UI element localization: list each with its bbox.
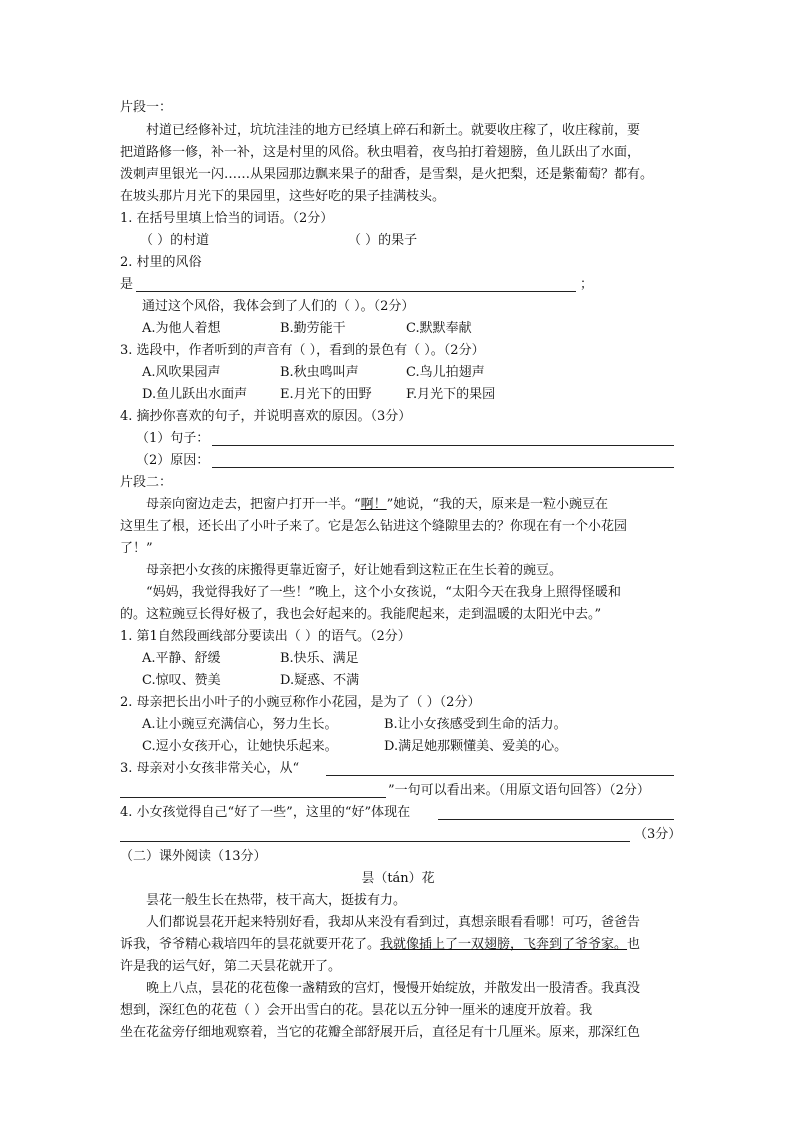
passage-line: 母亲把小女孩的床搬得更靠近窗子，好让她看到这粒正在生长着的豌豆。 — [146, 563, 563, 578]
passage-line: 的。这粒豌豆长得好极了，我也会好起来的。我能爬起来，走到温暖的太阳光中去。” — [120, 607, 602, 622]
passage-line: 把道路修一修，补一补，这是村里的风俗。秋虫唱着，夜鸟拍打着翅膀，鱼儿跃出了水面， — [120, 145, 641, 160]
q4-reason-label: （2）原因： — [136, 453, 210, 468]
q3-option-a[interactable]: A.风吹果园声 — [142, 365, 221, 380]
question-1: 1. 在括号里填上恰当的词语。（2分） — [120, 211, 334, 226]
passage-line: 在坡头那片月光下的果园里，这些好吃的果子挂满枝头。 — [120, 189, 446, 204]
s2-q4-line-b[interactable] — [120, 841, 630, 842]
s2-q3-line-b[interactable] — [120, 797, 386, 798]
q4-sentence-line[interactable] — [212, 445, 674, 446]
s2-q3-tail: ”一句可以看出来。（用原文语句回答）（2分） — [388, 783, 650, 798]
passage-line: 村道已经修补过，坑坑洼洼的地方已经填上碎石和新土。就要收庄稼了，收庄稼前，要 — [146, 123, 641, 138]
underlined-phrase: 啊！ — [360, 497, 387, 512]
passage-line: 想到，深红色的花苞（ ）会开出雪白的花。昙花以五分钟一厘米的速度开放着。我 — [120, 1003, 593, 1018]
q2-option-a[interactable]: A.为他人着想 — [142, 321, 221, 336]
s2-q1-option-c[interactable]: C.惊叹、赞美 — [142, 673, 221, 688]
q2-sub: 通过这个风俗，我体会到了人们的（ ）。（2分） — [142, 299, 415, 314]
q3-option-d[interactable]: D.鱼儿跃出水面声 — [142, 387, 248, 402]
s2-q2-option-d[interactable]: D.满足她那颗懂美、爱美的心。 — [384, 739, 568, 754]
article-title: 昙（tán）花 — [361, 871, 435, 886]
question-4: 4. 摘抄你喜欢的句子，并说明喜欢的原因。（3分） — [120, 409, 412, 424]
s2-q2-option-b[interactable]: B.让小女孩感受到生命的活力。 — [384, 717, 567, 732]
section2-heading: 片段二： — [120, 475, 173, 490]
passage-line: 泼刺声里银光一闪……从果园那边飘来果子的甜香，是雪梨，是火把梨，还是紫葡萄？都有。 — [120, 167, 654, 182]
passage-line: 昙花一般生长在热带，枝干高大，挺拔有力。 — [146, 893, 407, 908]
passage-line: 这里生了根，还长出了小叶子来了。它是怎么钻进这个缝隙里去的？你现在有一个小花园 — [120, 519, 628, 534]
question-3: 3. 选段中，作者听到的声音有（ ），看到的景色有（ ）。（2分） — [120, 343, 485, 358]
underlined-sentence: 我就像插上了一双翅膀，飞奔到了爷爷家。 — [380, 937, 628, 952]
s2-question-1: 1. 第1自然段画线部分要读出（ ）的语气。（2分） — [120, 629, 411, 644]
s2-q3-line-a[interactable] — [326, 775, 674, 776]
q3-option-e[interactable]: E.月光下的田野 — [280, 387, 372, 402]
passage-line: 许是我的运气好，第二天昙花就开了。 — [120, 959, 342, 974]
s2-question-3: 3. 母亲对小女孩非常关心，从“ — [120, 761, 300, 776]
passage-line: 坐在花盆旁仔细地观察着，当它的花瓣全部舒展开后，直径足有十几厘米。原来，那深红色 — [120, 1025, 641, 1040]
q2-answer-line[interactable] — [136, 291, 576, 292]
q1-blank-b: （ ）的果子 — [348, 233, 418, 248]
section3-heading: （二）课外阅读（13分） — [120, 849, 267, 864]
s2-q2-option-a[interactable]: A.让小豌豆充满信心，努力生长。 — [142, 717, 338, 732]
s2-question-2: 2. 母亲把长出小叶子的小豌豆称作小花园，是为了（ ）（2分） — [120, 695, 481, 710]
s2-q1-option-a[interactable]: A.平静、舒缓 — [142, 651, 221, 666]
q2-option-b[interactable]: B.勤劳能干 — [280, 321, 346, 336]
s2-q4-points: （3分） — [634, 827, 682, 842]
q2-is-label: 是 — [120, 277, 134, 292]
q1-blank-a: （ ）的村道 — [140, 233, 210, 248]
s2-q1-option-b[interactable]: B.快乐、满足 — [280, 651, 359, 666]
q3-option-c[interactable]: C.鸟儿拍翅声 — [406, 365, 485, 380]
q4-sentence-label: （1）句子： — [136, 431, 210, 446]
s2-q1-option-d[interactable]: D.疑惑、不满 — [280, 673, 360, 688]
q2-option-c[interactable]: C.默默奉献 — [406, 321, 472, 336]
passage-line: 母亲向窗边走去，把窗户打开一半。“啊！”她说，“我的天，原来是一粒小豌豆在 — [146, 497, 608, 512]
passage-line: 晚上八点，昙花的花苞像一盏精致的宫灯，慢慢开始绽放，并散发出一股清香。我真没 — [146, 981, 641, 996]
section1-heading: 片段一： — [120, 100, 173, 115]
q4-reason-line[interactable] — [212, 467, 674, 468]
passage-line: 人们都说昙花开起来特别好看，我却从来没有看到过，真想亲眼看看哪！可巧，爸爸告 — [146, 915, 641, 930]
passage-line: 了！” — [120, 541, 153, 556]
q3-option-f[interactable]: F.月光下的果园 — [406, 387, 496, 402]
s2-q2-option-c[interactable]: C.逗小女孩开心，让她快乐起来。 — [142, 739, 338, 754]
passage-line: “妈妈，我觉得我好了一些！”晚上，这个小女孩说，“太阳今天在我身上照得怪暖和 — [146, 585, 621, 600]
s2-question-4: 4. 小女孩觉得自己“好了一些”，这里的“好”体现在 — [120, 805, 411, 820]
q3-option-b[interactable]: B.秋虫鸣叫声 — [280, 365, 359, 380]
passage-line: 诉我，爷爷精心栽培四年的昙花就要开花了。我就像插上了一双翅膀，飞奔到了爷爷家。也 — [120, 937, 641, 952]
q2-semicolon: ； — [580, 277, 594, 292]
question-2: 2. 村里的风俗 — [120, 255, 202, 270]
s2-q4-line-a[interactable] — [438, 819, 674, 820]
